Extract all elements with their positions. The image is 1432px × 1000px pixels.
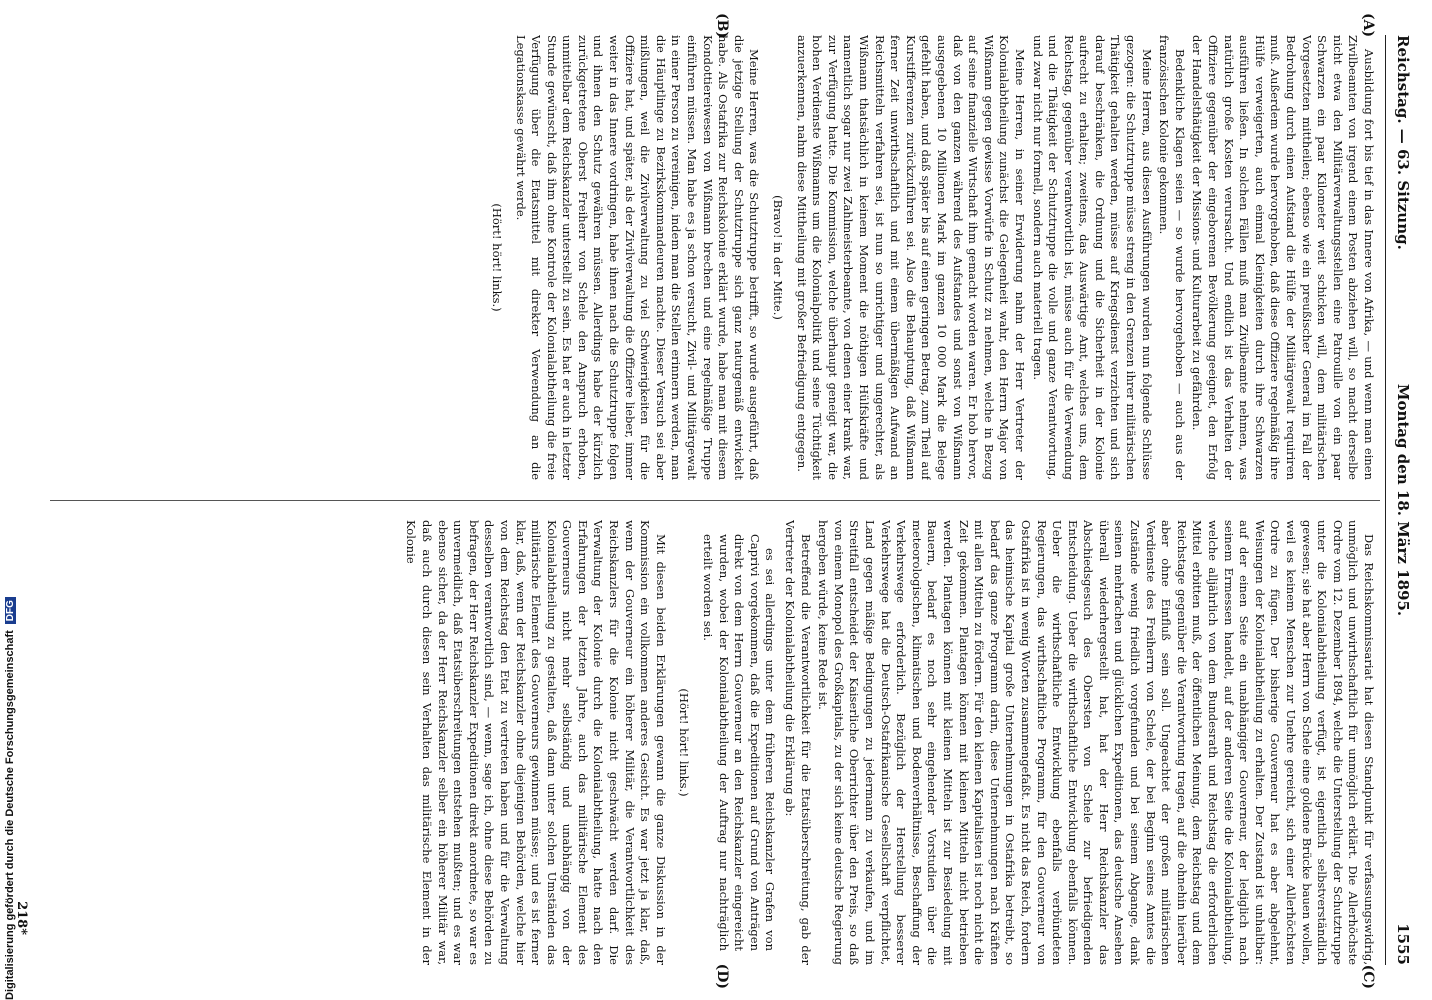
paragraph: Mit diesen beiden Erklärungen gewann die ganze Diskussion in der Kommission ein vollkommen anderes Gesicht. Es war jetzt ja klar, daß, wenn der Gouverneur ein höherer Militär, die Verantwortlichkeit des Reichskanzlers für die Kolonie nicht geschwächt werden darf. Die Verwaltung der Kolonie durch die Kolonialabtheilung, hatte nach den Erfahrungen der letzten Jahre, auch das militärische Element des Gouverneurs nicht mehr selbständig und unabhängig von der Kolonialabtheilung zu gestalten, daß dann unter solchen Umständen das militärische Element des Gouverneurs gewinnen müsse; und es ist ferner klar, daß, wenn der Reichskanzler ohne diejenigen Behörden, welche hier von dem Reichstag den Etat zu vertreten haben und für die Verwaltung desselben verantwortlich sind, — wenn, sage ich, ohne diese Behörden zu befragen, der Herr Reichskanzler Expeditionen direkt anordnete, so war es unvermeidlich, daß Etatsüberschreitungen entstehen mußten; und es war ebenso sicher, da der Herr Reichskanzler selber ein höherer Militär war, daß auch durch diesen sein Verhalten das militärische Element in der Kolonie [404, 520, 668, 965]
digitization-text: Digitalisierung gefördert durch die Deutsche Forschungsgemeinschaft [4, 630, 16, 1000]
marker-a: (A) [1360, 13, 1376, 38]
sheet-signature: 218* [14, 901, 29, 935]
interjection: (Bravo! in der Mitte.) [771, 195, 786, 320]
paragraph: Betreffend die Verantwortlichkeit für die Etatsüberschreitung, gab der Vertreter der Kolonialabtheilung die Erklärung ab: [783, 520, 813, 965]
interjection: (Hört! hört! links.) [677, 688, 692, 797]
quoted-declaration: es sei allerdings unter dem früheren Reichskanzler Grafen von Caprivi vorgekommen, daß die Expeditionen auf Grund von Anträgen direkt von dem Herrn Gouverneur an den Reichskanzler eingereicht wurden, wobei der Kolonialabtheilung der Auftrag nur nachträglich erteilt worden sei. [701, 534, 778, 951]
marker-b: (B) [714, 13, 730, 39]
left-column [40, 35, 1376, 480]
paragraph: Meine Herren, aus diesen Ausführungen wurden nun folgende Schlüsse gezogen: die Schutztruppe müsse streng in den Grenzen ihrer militärischen Thätigkeit gehalten werden, müsse auf Kriegsdienst verzichten und sich darauf beschränken, die Ordnung und die Sicherheit in der Kolonie aufrecht zu erhalten; zweitens, das Auswärtige Amt, welches uns, dem Reichstag, gegenüber verantwortlich ist, müsse auch für die Verwendung und die Thätigkeit der Schutztruppe die volle und ganze Verantwortung, und zwar nicht nur formell, sondern auch materiell tragen. [1030, 35, 1154, 480]
header-left: Reichstag. — 63. Sitzung. [1394, 35, 1412, 250]
paragraph: Ausbildung fort bis tief in das Innere von Afrika, — und wenn man einen Zivilbeamten von irgend einem Posten abziehen will, so macht derselbe nicht etwa den Militärverwaltungsstellen eine Patrouille von ein paar Schwarzen ein paar Kilometer weit schicken will, dem militärischen Vorgesetzten mittheilen; ebenso wie ein preußischer General im Fall der Bedrohung durch einen Aufstand die Hülfe der Militärgewalt requiriren muß. Außerdem wurde hervorgehoben, daß diese Offiziere regelmäßig ihre Hülfe verweigerten, auch einmal Kleinigkeiten durch ihre Schwarzen ausführen ließen. In solchen Fällen muß man Zivilbeamte nehmen, was natürlich große Kosten verursacht. Und endlich ist das Verhalten der Offiziere gegenüber der eingeborenen Bevölkerung geeignet, den Erfolg der Handelsthätigkeit der Missions- und Kulturarbeit zu gefährden. [1190, 35, 1376, 480]
paragraph: Meine Herren, in seiner Erwiderung nahm der Herr Vertreter der Kolonialabtheilung zunächst die Gelegenheit wahr, den Herrn Major von Wißmann gegen gewisse Vorwürfe in Schutz zu nehmen, welche in Bezug auf seine finanzielle Wirtschaft ihm gemacht worden waren. Er hob hervor, daß von den ganzen während des Aufstandes und sonst von Wißmann ausgegebenen 10 Millionen Mark im ganzen 10 000 Mark die Belege gefehlt haben, und daß später bis auf einen geringen Betrag, zum Theil auf Kurstifferenzen zurückzuführen sei. Also die Behauptung, daß Wißmann ferner Zeit unwirthschaftlich und mit einem übermäßigen Aufwand an Reichsmitteln verfahren sei, ist nun so unrichtiger und ungerechter, als Wißmann thatsächlich in keinem Moment die nöthigen Hülfskräfte und namentlich sogar nur zwei Zahlmeisterbeamte, von denen einer krank war, zur Verfügung hatte. Die Kommission, welche überhaupt geneigt war, die hohen Verdienste Wißmanns um die Kolonialpolitik und seine Tüchtigkeit anzuerkennen, nahm diese Mittheilung mit großer Befriedigung entgegen. [794, 35, 1027, 480]
header-rule [1385, 35, 1386, 965]
right-column [40, 520, 1376, 965]
dfg-logo: DFG [5, 597, 16, 624]
paragraph: Das Reichskommissariat hat diesen Standpunkt für verfassungswidrig, unmöglich und unwirthschaftlich für unmöglich erklärt. Die Allerhöchste Ordre vom 12. Dezember 1894, welche die Unterstellung der Schutztruppe unter die Kolonialabtheilung verfügt, ist eigentlich selbstverständlich gewesen; sie hat aber Herrn von Schele eine goldene Brücke bauen wollen, weil es keinem Menschen zur Unehre gereicht, sich einer Allerhöchsten Ordre zu fügen. Der bisherige Gouverneur hat es aber abgelehnt, Weisungen der Kolonialabtheilung zu erhalten. Der Zustand ist unhaltbar: auf der einen Seite ein unabhängiger Gouverneur, der lediglich nach seinem Ermessen handelt, auf der anderen Seite die Kolonialabtheilung, welche alljährlich von dem Bundesrath und Reichstag die erforderlichen Mittel erbitten muß, der öffentlichen Meinung, dem Reichstag und dem Reichstage gegenüber die Verantwortung tragen, auf die ohnehin hierüber aber ohne Einfluß sein soll. Ungeachtet der großen militärischen Verdienste des Freiherrn von Schele, der bei Beginn seines Amtes die Zustände wenig friedlich vorgefunden und bei seinem Abgange, dank seinen mehrfachen und glücklichen Expeditionen, das deutsche Ansehen überall wiederhergestellt hat, hat der Herr Reichskanzler das Abschiedsgesuch des Obersten von Schele zur befriedigenden Entscheidung. Ueber die wirthschaftliche Entwicklung ebenfalls können. Ueber die wirthschaftliche Entwicklung ebenfalls verbündeten Regierungen, das wirthschaftliche Programm, für den Gouverneur von Ostafrika ist in wenig Worten zusammengefaßt. Es nicht das Reich, fordern das heimische Kapital große Unternehmungen in Ostafrika betreibt, so bedarf das ganze Programm darin, diese Unternehmungen nach Kräften mit allen Mitteln zu fördern. Für den kleinen Kapitalisten ist noch nicht die Zeit gekommen. Plantagen können mit kleinen Mitteln nicht betrieben werden. Plantagen können mit kleinen Mitteln ist zur Besiedelung mit Bauern, bedarf es noch sehr eingehender Vorstudien über die meteorologischen, klimatischen und Bodenverhältnisse, Beschaffung der Verkehrswege erforderlich. Bezüglich der Herstellung besserer Verkehrswege hat die Deutsch-Ostafrikanische Gesellschaft verpflichtet, Land gegen mäßige Bedingungen zu jedermann zu verkaufen, und im Streitfall entscheidet der Kaiserliche Oberrichter über den Preis, so daß von einem Monopol des Großkapitals, zu der sich keine deutsche Regierung hergeben würde, keine Rede ist. [816, 520, 1376, 965]
paragraph: Bedenkliche Klagen seien — so wurde hervorgehoben — auch aus der französischen Kolonie gekommen. [1157, 35, 1187, 480]
column-divider [50, 500, 1380, 501]
page [10, 5, 1420, 995]
interjection: (Hört! hört! links.) [489, 203, 504, 312]
marker-d: (D) [714, 963, 730, 989]
page-header [1386, 35, 1412, 965]
header-date: Montag den 18. März 1895. [1394, 383, 1412, 617]
page-number: 1555 [1394, 923, 1412, 965]
marker-c: (C) [1360, 964, 1376, 989]
paragraph: Meine Herren, was die Schutztruppe betrifft, so wurde ausgeführt, daß die jetzige Stellung der Schutztruppe sich ganz naturgemäß entwickelt habe. Als Ostafrika zur Reichskolonie erklärt wurde, habe man mit diesem Kondottiereiwesen von Wißmann brechen und eine regelmäßige Truppe einführen müssen. Man habe es ja schon versucht, Zivil- und Militärgewalt in einer Person zu vereinigen, indem man die Stellen erinnern werden, man die Häuptlinge zu Bezirkskommandeuren machte. Dieser Versuch sei aber mißlungen, weil die Zivilverwaltung zu viel Schwierigkeiten für die Offiziere hat, und später, als der Zivilverwaltung die Offiziere lieber, immer weiter in das Innere vordringen, habe ihnen nach die Schutztruppe folgen und ihnen den Schutz gewähren müssen. Allerdings habe der kürzlich zurückgetretene Oberst Freiherr von Schele den Anspruch erhoben, unmittelbar dem Reichskanzler unterstellt zu sein. Es hat er auch in letzter Stunde gewünscht, daß ihm ohne Kontrole der Kolonialabtheilung die freie Verfügung über die Etatsmittel mit direkter Verwendung an die Legationskasse gewährt werde. [513, 35, 762, 480]
